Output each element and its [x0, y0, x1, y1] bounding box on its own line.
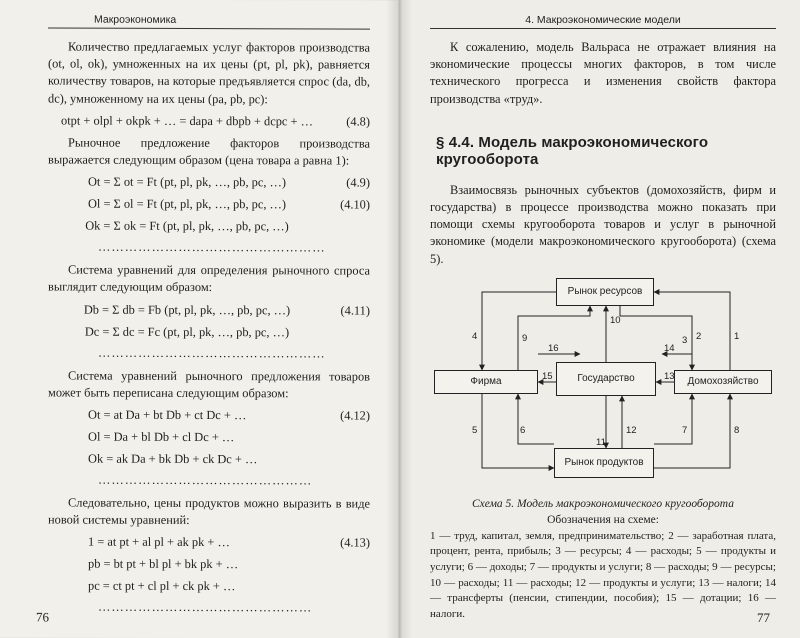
equation-expression: Ol = Σ ol = Ft (pt, pl, pk, …, pb, pc, …)	[87, 196, 287, 212]
equation-expression: pc = ct pt + cl pl + ck pk + …	[88, 579, 236, 594]
equation-number: (4.12)	[340, 408, 370, 423]
equation-4-12	[48, 407, 370, 425]
state-box: Государство	[556, 362, 656, 396]
flow-label-10: 10	[610, 314, 621, 326]
right-running-head-text: 4. Макроэкономические модели	[525, 14, 681, 26]
equation-expression: otpt + olpl + okpk + … = dapa + dbpb + dcpc + …	[61, 113, 313, 129]
equation-4-10	[48, 196, 370, 214]
left-paragraph-1: Количество предлагаемых услуг факторов производства (ot, ol, ok), умноженных на их цены (pt, pl, pk), равняется количеству товаров, на которые предъявляется спрос (da, db, dc), умноженному на их цены (pa, pb, pc):	[48, 39, 370, 106]
equation-expression: Ok = Σ ok = Ft (pt, pl, pk, …, pb, pc, …)	[85, 218, 289, 234]
left-paragraph-2: Рыночное предложение факторов производства выражается следующим образом (цена товара а равна 1):	[48, 135, 370, 168]
equation-4-13-pb	[48, 556, 370, 574]
circular-flow-diagram	[430, 276, 776, 492]
left-running-head-text: Макроэкономика	[94, 13, 177, 26]
equation-4-8	[48, 112, 370, 130]
equation-expression: Ol = Da + bl Db + cl Dc + …	[88, 429, 235, 445]
flow-label-12: 12	[626, 424, 637, 436]
ellipsis-row: ……………………………………………	[98, 345, 326, 361]
equation-4-11-dc	[48, 323, 370, 341]
left-paragraph-4: Система уравнений рыночного предложения товаров может быть переписана следующим образом:	[48, 368, 370, 401]
equation-number: (4.10)	[340, 197, 370, 212]
left-running-head	[48, 13, 370, 29]
flow-label-1: 1	[734, 330, 740, 342]
section-heading: § 4.4. Модель макроэкономического кругооборота	[436, 133, 709, 168]
equation-4-12-ol	[48, 429, 370, 447]
equation-4-12-ok	[48, 451, 370, 469]
flow-label-13: 13	[664, 370, 675, 382]
flow-label-11: 11	[596, 436, 606, 448]
legend-title: Обозначения на схеме:	[547, 513, 659, 526]
ellipsis-row: …………………………………………	[98, 472, 313, 488]
product-market-box: Рынок продуктов	[554, 448, 654, 478]
equation-number: (4.11)	[340, 303, 370, 318]
equation-number: (4.8)	[346, 114, 370, 129]
equation-4-13-pc	[48, 578, 370, 596]
equation-4-10-ok	[48, 218, 370, 236]
household-box: Домохозяйство	[674, 370, 772, 394]
left-paragraph-3: Система уравнений для определения рыночного спроса выглядит следующим образом:	[48, 262, 370, 295]
flow-label-3: 3	[682, 334, 688, 346]
equation-4-9	[48, 174, 370, 192]
equation-expression: Dc = Σ dc = Fc (pt, pl, pk, …, pb, pc, …)	[84, 324, 290, 339]
equation-4-13	[48, 534, 370, 552]
ellipsis-row: …………………………………………	[98, 600, 313, 615]
right-paragraph-1: К сожалению, модель Вальраса не отражает влияния на экономические процессы многих факторов, в том числе технического прогресса и изменения свойств фактора производства «труд».	[430, 40, 776, 106]
flow-label-9: 9	[522, 332, 528, 344]
resource-market-box: Рынок ресурсов	[556, 278, 654, 306]
flow-label-6: 6	[520, 424, 526, 436]
right-running-head	[430, 14, 776, 29]
diagram-caption: Схема 5. Модель макроэкономического кругооборота	[472, 497, 734, 510]
flow-label-2: 2	[696, 330, 702, 342]
right-page	[398, 0, 800, 638]
flow-label-8: 8	[734, 424, 740, 436]
equation-number: (4.9)	[346, 175, 370, 190]
flow-label-16: 16	[548, 342, 559, 354]
firm-box: Фирма	[434, 370, 538, 394]
flow-label-14: 14	[664, 342, 675, 354]
equation-expression: Db = Σ db = Fb (pt, pl, pk, …, pb, pc, …)	[83, 302, 291, 317]
flow-label-7: 7	[682, 424, 688, 436]
equation-4-11	[48, 301, 370, 319]
right-paragraph-2: Взаимосвязь рыночных субъектов (домохозяйств, фирм и государства) в процессе производства можно показать при помощи схемы кругооборота товаров и услуг в рыночной экономике (модели макроэкономического кругооборота) (схема 5).	[430, 182, 776, 266]
page-number-right: 77	[757, 610, 770, 625]
equation-expression: Ot = Σ ot = Ft (pt, pl, pk, …, pb, pc, …)	[87, 174, 287, 190]
left-page	[0, 0, 398, 638]
equation-expression: Ot = at Da + bt Db + ct Dc + …	[88, 407, 247, 423]
left-paragraph-5: Следовательно, цены продуктов можно выразить в виде новой системы уравнений:	[48, 495, 370, 528]
equation-number: (4.13)	[340, 535, 370, 551]
flow-label-15: 15	[542, 370, 553, 382]
legend-text: 1 — труд, капитал, земля, предпринимательство; 2 — заработная плата, процент, рента, прибыль; 3 — ресурсы; 4 — расходы; 5 — продукты и услуги; 6 — доходы; 7 — продукты и услуги; 8 — расходы; 9 — ресурсы; 10 — расходы; 11 — расходы; 12 — продукты и услуги; 13 — налоги; 14 — трансферты (пенсии, стипендии, пособия); 15 — дотации; 16 — налоги.	[430, 529, 776, 620]
ellipsis-row: ……………………………………………	[98, 239, 326, 255]
equation-expression: pb = bt pt + bl pl + bk pk + …	[88, 557, 239, 572]
flow-label-5: 5	[472, 424, 478, 436]
equation-expression: Ok = ak Da + bk Db + ck Dc + …	[88, 451, 258, 467]
page-number-left: 76	[36, 609, 49, 625]
flow-label-4: 4	[472, 330, 478, 342]
equation-expression: 1 = at pt + al pl + ak pk + …	[88, 535, 230, 550]
